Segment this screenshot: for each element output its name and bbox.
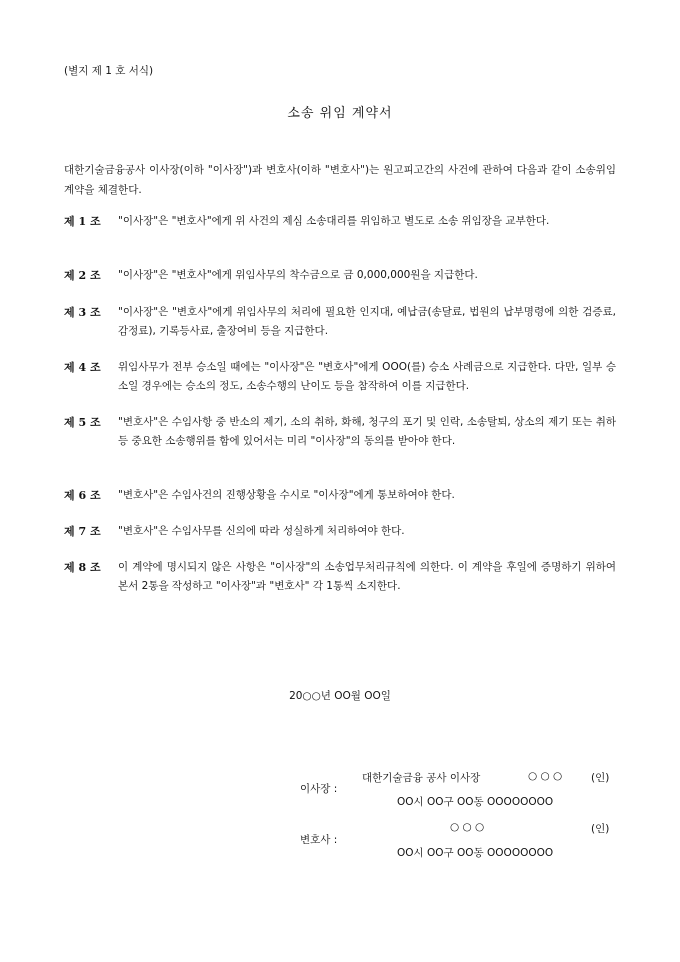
article-7	[64, 522, 616, 541]
article-number: 제 7 조	[64, 525, 101, 538]
article-text: "이사장"은 "변호사"에게 위임사무의 처리에 필요한 인지대, 예납금(송달료, 법원의 납부명령에 의한 검증료, 감정료), 기록등사료, 출장여비 등을 지급한다.	[118, 306, 616, 337]
lawyer-address: OO시 OO구 OO동 OOOOOOOO	[397, 847, 554, 859]
article-5	[64, 413, 616, 451]
article-number: 제 3 조	[64, 306, 101, 319]
preamble: 대한기술금융공사 이사장(이하 "이사장")과 변호사(이하 "변호사")는 원고피고간의 사건에 관하여 다음과 같이 소송위임계약을 체결한다.	[64, 164, 616, 196]
article-text: 이 계약에 명시되지 않은 사항은 "이사장"의 소송업무처리규칙에 의한다. 이 계약을 후일에 증명하기 위하여 본서 2통을 작성하고 "이사장"과 "변호사" 각 1통씩 소지한다.	[118, 561, 616, 592]
article-text: "이사장"은 "변호사"에게 위임사무의 착수금으로 금 0,000,000원을 지급한다.	[118, 269, 478, 281]
article-text: "변호사"은 수임사항 중 반소의 제기, 소의 취하, 화해, 청구의 포기 및 인락, 소송탈퇴, 상소의 제기 또는 취하 등 중요한 소송행위를 함에 있어서는 미리 "이사장"의 동의를 받아야 한다.	[118, 416, 616, 447]
article-number: 제 5 조	[64, 416, 101, 429]
article-6	[64, 486, 616, 505]
article-number: 제 8 조	[64, 561, 101, 574]
article-4	[64, 358, 616, 396]
document-title: 소송 위임 계약서	[287, 106, 393, 121]
chairman-org: 대한기술금융 공사 이사장	[362, 772, 481, 784]
chairman-name: ○ ○ ○	[528, 770, 563, 782]
article-text: "이사장"은 "변호사"에게 위 사건의 제심 소송대리를 위임하고 별도로 소송 위임장을 교부한다.	[118, 215, 550, 227]
form-label: (별지 제 1 호 서식)	[64, 65, 154, 77]
article-text: "변호사"은 수임사무를 신의에 따라 성실하게 처리하여야 한다.	[118, 525, 405, 537]
chairman-address: OO시 OO구 OO동 OOOOOOOO	[397, 796, 554, 808]
article-number: 제 4 조	[64, 361, 101, 374]
chairman-seal: (인)	[591, 772, 610, 784]
article-text: "변호사"은 수임사건의 진행상황을 수시로 "이사장"에게 통보하여야 한다.	[118, 489, 455, 501]
chairman-label: 이사장 :	[300, 783, 338, 795]
article-3	[64, 303, 616, 341]
lawyer-label: 변호사 :	[300, 834, 338, 846]
article-number: 제 1 조	[64, 215, 101, 228]
article-2	[64, 266, 616, 285]
contract-date: 20○○년 OO월 OO일	[289, 690, 391, 702]
article-text: 위임사무가 전부 승소일 때에는 "이사장"은 "변호사"에게 OOO(를) 승소 사례금으로 지급한다. 다만, 일부 승소일 경우에는 승소의 정도, 소송수행의 난이도 등을 참작하여 이를 지급한다.	[118, 361, 616, 392]
article-number: 제 2 조	[64, 269, 101, 282]
article-1	[64, 212, 616, 231]
lawyer-name: ○ ○ ○	[450, 821, 485, 833]
lawyer-seal: (인)	[591, 823, 610, 835]
article-8	[64, 558, 616, 596]
article-number: 제 6 조	[64, 489, 101, 502]
